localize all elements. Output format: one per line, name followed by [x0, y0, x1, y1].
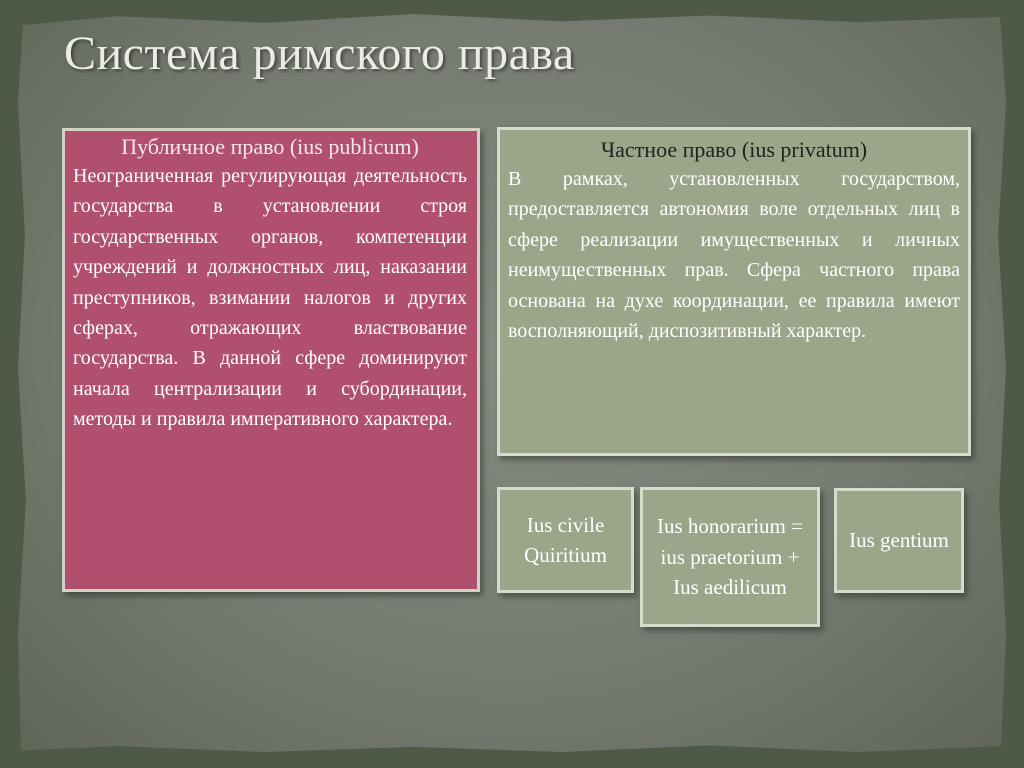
private-law-text: В рамках, установленных государством, предоставляется автономия воле отдельных лиц в сфере реализации имущественных и личных неимущественных прав. Сфера частного права основана на духе координации, ее правила имеют восполняющий, диспозитивный характер. — [508, 168, 960, 343]
private-law-box — [497, 127, 971, 456]
public-law-box — [62, 128, 480, 592]
ius-honorarium-label: Ius honorarium = ius praetorium + Ius aedilicum — [657, 514, 803, 600]
ius-gentium-label: Ius gentium — [849, 528, 949, 553]
ius-civile-label: Ius civile Quiritium — [524, 512, 607, 567]
private-law-heading: Частное право (ius privatum) — [600, 137, 868, 162]
public-law-heading: Публичное право (ius publicum) — [121, 134, 419, 159]
public-law-text: Неограниченная регулирующая деятельность государства в установлении строя государственных органов, компетенции учреждений и должностных лиц, наказании преступников, взимании налогов и других сферах, отражающих властвование государства. В данной сфере доминируют начала централизации и субординации, методы и правила императивного характера. — [73, 165, 467, 431]
ius-gentium-box — [834, 488, 964, 593]
ius-civile-box — [497, 487, 634, 593]
ius-honorarium-box — [640, 487, 820, 627]
slide-title: Система римского права — [64, 27, 575, 80]
